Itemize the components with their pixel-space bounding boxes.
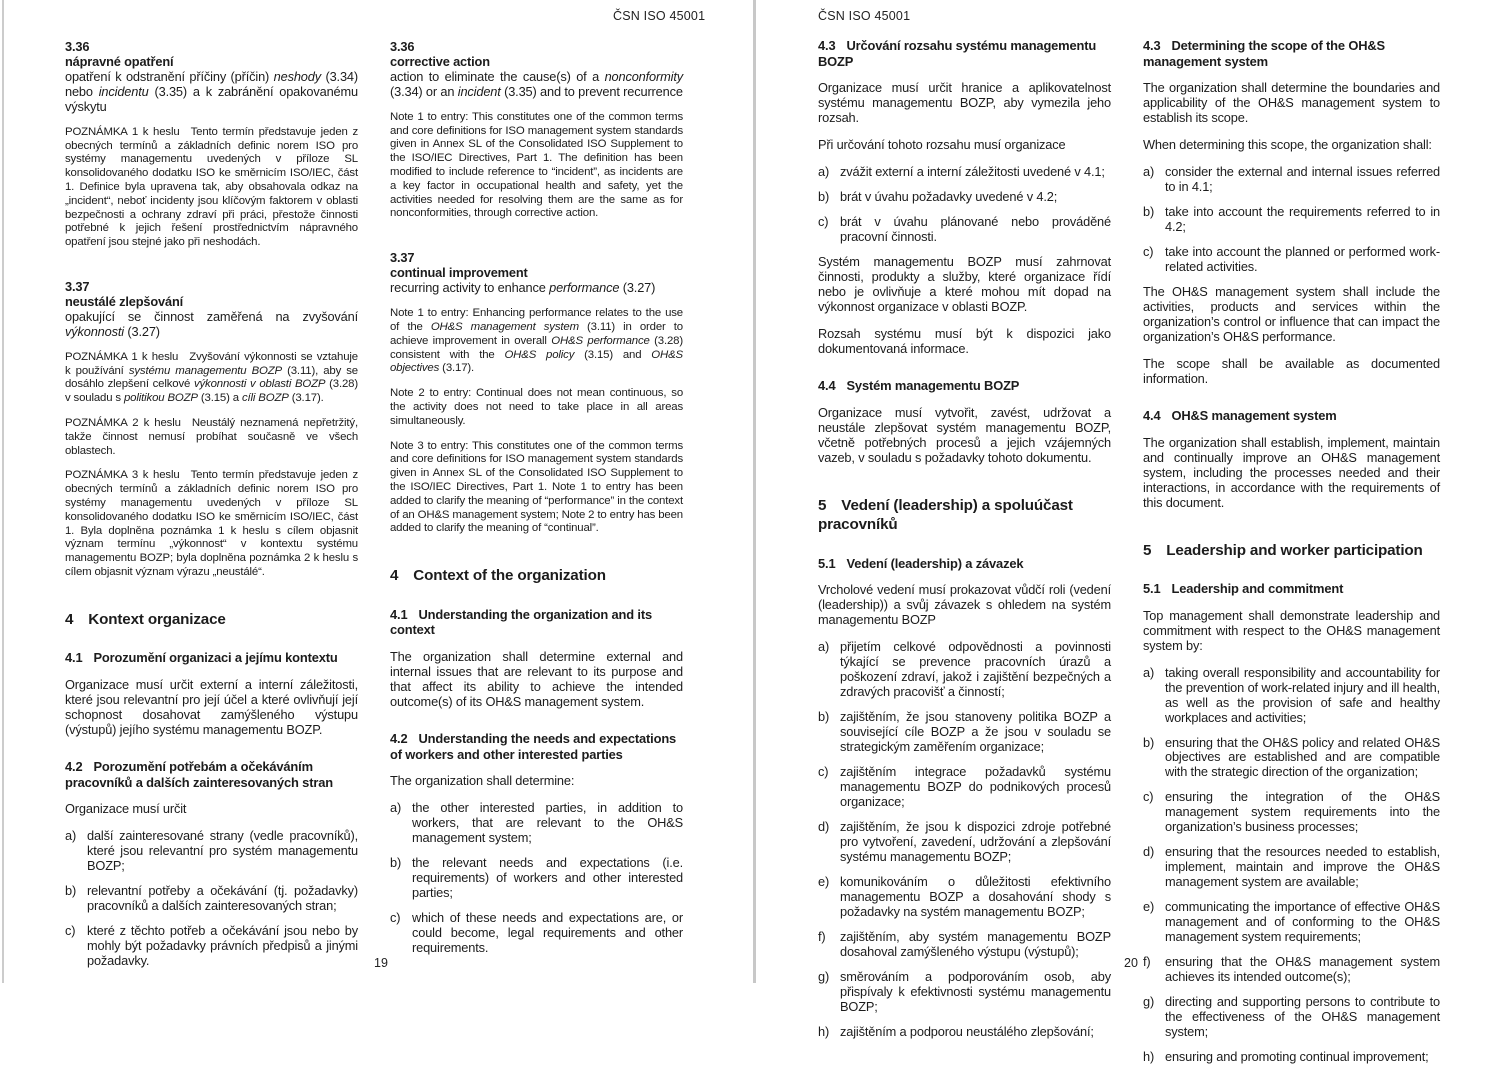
list-item bbox=[390, 856, 683, 901]
subsection-heading bbox=[1143, 581, 1440, 597]
list-item bbox=[1143, 165, 1440, 195]
heading-number: 4.1 bbox=[390, 606, 408, 622]
list-item-text: směrováním a podporováním osob, aby přispívaly k efektivnosti systému managementu BOZP; bbox=[840, 968, 1111, 1014]
list-item-label: h) bbox=[1143, 1048, 1155, 1064]
term-entry bbox=[390, 40, 683, 100]
list-item-text: brát v úvahu požadavky uvedené v 4.2; bbox=[840, 189, 1058, 205]
paragraph: When determining this scope, the organization shall: bbox=[1143, 137, 1432, 153]
term-entry bbox=[390, 251, 683, 296]
term-definition: opatření k odstranění příčiny (příčin) neshody (3.34) nebo incidentu (3.35) a k zabránění opakovanému výskytu bbox=[65, 68, 358, 114]
term-note: POZNÁMKA 1 k heslu Tento termín představuje jeden z obecných termínů a základních definic norem ISO pro systémy managementu uvedených v příloze SL konsolidovaného dodatku ISO ke směrnicím ISO/IEC, část 1. Definice byla upravena tak, aby obsahovala odkaz na „incident“, neboť incidenty jsou klíčovým faktorem v oblasti bezpečnosti a ochrany zdraví při práci, přestože činnosti potřebné k jejich řešení prostřednictvím nápravného opatření jsou stejné jako při neshodách. bbox=[65, 125, 358, 249]
heading-text: Vedení (leadership) a spoluúčast pracovníků bbox=[818, 496, 1073, 534]
paragraph: Při určování tohoto rozsahu musí organizace bbox=[818, 137, 1066, 153]
term-note: Note 2 to entry: Continual does not mean continuous, so the activity does not need to take place in all areas simultaneously. bbox=[390, 387, 683, 427]
heading-text: Určování rozsahu systému managementu BOZP bbox=[818, 38, 1097, 69]
subsection-heading bbox=[818, 378, 1111, 394]
heading-number: 5.1 bbox=[818, 555, 836, 571]
list-item-text: zajištěním, že jsou stanoveny politika BOZP a související cíle BOZP a že jsou v souladu se strategickým zaměřením organizace; bbox=[840, 709, 1111, 754]
heading-number: 4.3 bbox=[1143, 38, 1161, 53]
page19-english-column bbox=[390, 40, 683, 966]
list-item-label: a) bbox=[1143, 664, 1155, 680]
paragraph: Organizace musí určit hranice a aplikovatelnost systému managementu BOZP, aby vymezila jeho rozsah. bbox=[818, 80, 1111, 126]
heading-number: 4 bbox=[65, 610, 74, 628]
section-heading bbox=[65, 610, 358, 629]
list-item-text: které z těchto potřeb a očekávání jsou nebo by mohly být požadavky právních předpisů a jinými požadavky. bbox=[87, 923, 358, 969]
list-item bbox=[1143, 955, 1440, 985]
section-heading bbox=[1143, 541, 1440, 560]
list-item-label: a) bbox=[65, 828, 77, 844]
list-item bbox=[390, 911, 683, 956]
list-item bbox=[1143, 666, 1440, 726]
list-item-text: zajištěním a podporou neustálého zlepšování; bbox=[840, 1023, 1094, 1039]
heading-text: Vedení (leadership) a závazek bbox=[846, 555, 1024, 571]
list-item bbox=[1143, 995, 1440, 1040]
list-item-text: ensuring and promoting continual improvement; bbox=[1165, 1048, 1429, 1064]
list-item-text: zvážit externí a interní záležitosti uvedené v 4.1; bbox=[840, 164, 1105, 180]
list-item-text: zajištěním integrace požadavků systému managementu BOZP do podnikových procesů organizace; bbox=[840, 763, 1111, 809]
page-number-19: 19 bbox=[374, 956, 388, 970]
page19-czech-column bbox=[65, 40, 358, 979]
list-item bbox=[818, 710, 1111, 755]
list-item bbox=[818, 820, 1111, 865]
list-item bbox=[1143, 205, 1440, 235]
term-number: 3.37 bbox=[390, 250, 415, 266]
heading-text: Porozumění potřebám a očekáváním pracovníků a dalších zainteresovaných stran bbox=[65, 758, 333, 790]
list-item-label: h) bbox=[818, 1023, 830, 1039]
list-item-text: consider the external and internal issues referred to in 4.1; bbox=[1165, 164, 1440, 195]
list-item bbox=[65, 924, 358, 969]
list-item-label: b) bbox=[65, 883, 77, 899]
list-item-label: a) bbox=[818, 639, 830, 655]
term-definition: action to eliminate the cause(s) of a nonconformity (3.34) or an incident (3.35) and to prevent recurrence bbox=[390, 68, 683, 99]
subsection-heading bbox=[1143, 38, 1440, 69]
heading-text: Context of the organization bbox=[413, 567, 606, 585]
running-header-right: ČSN ISO 45001 bbox=[818, 9, 911, 23]
list-item bbox=[818, 875, 1111, 920]
list-item-label: g) bbox=[1143, 994, 1155, 1010]
term-number: 3.37 bbox=[65, 279, 90, 295]
list-item-text: the relevant needs and expectations (i.e. requirements) of workers and other interested parties; bbox=[412, 855, 683, 901]
paragraph: Systém managementu BOZP musí zahrnovat činnosti, produkty a služby, které organizace řídí nebo je ovlivňuje a které mohou mít dopad na výkonnost organizace v oblasti BOZP. bbox=[818, 254, 1111, 315]
list-item bbox=[818, 640, 1111, 700]
term-title: corrective action bbox=[390, 53, 490, 69]
list-item-text: přijetím celkové odpovědnosti a povinnosti týkající se prevence pracovních úrazů a poškození zdraví, jakož i zajištění bezpečných a zdravých pracovišť a činností; bbox=[840, 639, 1111, 700]
list-item-text: zajištěním, že jsou k dispozici zdroje potřebné pro vytvoření, zavedení, udržování a zlepšování systému managementu BOZP; bbox=[840, 818, 1111, 864]
subsection-heading bbox=[65, 650, 358, 666]
list-item-text: directing and supporting persons to contribute to the effectiveness of the OH&S management system; bbox=[1165, 994, 1440, 1040]
subsection-heading bbox=[390, 731, 683, 762]
list-item-text: zajištěním, aby systém managementu BOZP dosahoval zamýšleného výstupu (výstupů); bbox=[840, 928, 1111, 959]
list-item bbox=[1143, 790, 1440, 835]
list-item-label: b) bbox=[818, 709, 830, 725]
heading-text: Leadership and commitment bbox=[1171, 581, 1344, 596]
heading-number: 5 bbox=[818, 496, 827, 514]
list-item-text: take into account the requirements referred to in 4.2; bbox=[1165, 204, 1440, 235]
list-item-label: d) bbox=[1143, 844, 1155, 860]
subsection-heading bbox=[390, 607, 683, 638]
heading-number: 5.1 bbox=[1143, 581, 1161, 596]
list-item bbox=[1143, 245, 1440, 275]
term-title: neustálé zlepšování bbox=[65, 293, 184, 309]
heading-text: Porozumění organizaci a jejímu kontextu bbox=[93, 650, 338, 666]
list-item-label: g) bbox=[818, 968, 830, 984]
heading-number: 4.4 bbox=[1143, 407, 1161, 423]
list-item-label: f) bbox=[1143, 954, 1151, 970]
paragraph: Organizace musí určit bbox=[65, 801, 187, 817]
term-definition: opakující se činnost zaměřená na zvyšování výkonnosti (3.27) bbox=[65, 308, 358, 339]
term-note: POZNÁMKA 1 k heslu Zvyšování výkonnosti se vztahuje k používání systému managementu BOZP (3.11), aby se dosáhlo zlepšení celkové výkonnosti v oblasti BOZP (3.28) v souladu s politikou BOZP (3.15) a cíli BOZP (3.17). bbox=[65, 350, 358, 405]
list-item bbox=[1143, 736, 1440, 781]
list-item-text: relevantní potřeby a očekávání (tj. požadavky) pracovníků a dalších zainteresovaných stran; bbox=[87, 883, 358, 914]
list-item-label: c) bbox=[818, 763, 829, 779]
list-item-text: komunikováním o důležitosti efektivního managementu BOZP a dosahování shody s požadavky na systém managementu BOZP; bbox=[840, 873, 1111, 919]
list-item-label: b) bbox=[390, 855, 402, 871]
list-item-text: brát v úvahu plánované nebo prováděné pracovní činnosti. bbox=[840, 214, 1111, 245]
paragraph: Vrcholové vedení musí prokazovat vůdčí roli (vedení (leadership)) a svůj závazek s ohledem na systém managementu BOZP bbox=[818, 582, 1111, 628]
list-item bbox=[818, 1025, 1111, 1040]
list-item-label: a) bbox=[1143, 164, 1155, 180]
term-note: POZNÁMKA 3 k heslu Tento termín představuje jeden z obecných termínů a základních definic norem ISO pro systémy managementu uvedených v příloze SL konsolidovaného dodatku ISO ke směrnicím ISO/IEC, část 1. Byla doplněna poznámka 1 k heslu s cílem objasnit význam termínu „výkonnost“ v kontextu systému managementu BOZP; byla doplněna poznámka 2 k heslu s cílem objasnit význam výrazu „neustálé“. bbox=[65, 469, 358, 579]
list-item-text: which of these needs and expectations are, or could become, legal requirements and other requirements. bbox=[412, 910, 683, 956]
list-item-text: další zainteresované strany (vedle pracovníků), které jsou relevantní pro systém managementu BOZP; bbox=[87, 828, 358, 874]
heading-number: 4 bbox=[390, 567, 399, 585]
list-item bbox=[818, 165, 1111, 180]
term-definition: recurring activity to enhance performance (3.27) bbox=[390, 280, 656, 296]
list-item bbox=[1143, 1050, 1440, 1065]
heading-number: 4.1 bbox=[65, 650, 83, 666]
list-item bbox=[818, 190, 1111, 205]
page-number-20: 20 bbox=[1124, 956, 1138, 970]
list-item bbox=[65, 829, 358, 874]
list-item-text: communicating the importance of effective OH&S management and of conforming to the OH&S management system requirements; bbox=[1165, 899, 1440, 945]
list-item-text: ensuring that the resources needed to establish, implement, maintain and improve the OH&S management system are available; bbox=[1165, 844, 1440, 890]
heading-text: Kontext organizace bbox=[88, 610, 226, 628]
heading-text: Understanding the needs and expectations of workers and other interested parties bbox=[390, 730, 677, 762]
heading-text: Systém managementu BOZP bbox=[846, 378, 1020, 394]
paragraph: Rozsah systému musí být k dispozici jako dokumentovaná informace. bbox=[818, 326, 1111, 357]
list-item bbox=[818, 765, 1111, 810]
paragraph: The organization shall determine: bbox=[390, 773, 575, 789]
term-entry bbox=[65, 40, 358, 115]
list-item-label: d) bbox=[818, 818, 830, 834]
paragraph: Organizace musí určit externí a interní záležitosti, které jsou relevantní pro její účel a které ovlivňují její schopnost dosahovat zamýšleného výstupu (výstupů) jejího systému managementu BOZP. bbox=[65, 677, 358, 737]
paragraph: The organization shall determine external and internal issues that are relevant to its purpose and that affect its ability to achieve the intended outcome(s) of its OH&S management system. bbox=[390, 649, 683, 709]
list-item bbox=[818, 215, 1111, 245]
list-item-label: e) bbox=[818, 873, 830, 889]
subsection-heading bbox=[818, 556, 1111, 572]
list-item-text: ensuring that the OH&S policy and related OH&S objectives are established and are compatible with the strategic direction of the organization; bbox=[1165, 734, 1440, 780]
heading-number: 4.4 bbox=[818, 378, 836, 394]
list-item-label: e) bbox=[1143, 899, 1155, 915]
running-header-left: ČSN ISO 45001 bbox=[613, 9, 706, 23]
page20-czech-column bbox=[818, 38, 1111, 1050]
term-number: 3.36 bbox=[390, 39, 415, 54]
list-item bbox=[818, 970, 1111, 1015]
section-heading bbox=[818, 496, 1111, 535]
paragraph: The scope shall be available as documented information. bbox=[1143, 356, 1440, 386]
term-title: nápravné opatření bbox=[65, 53, 174, 69]
paragraph: The organization shall establish, implement, maintain and continually improve an OH&S management system, including the processes needed and their interactions, in accordance with the requirements of this document. bbox=[1143, 434, 1440, 510]
page-left-edge bbox=[2, 0, 4, 983]
subsection-heading bbox=[818, 38, 1111, 69]
term-entry bbox=[65, 280, 358, 340]
term-title: continual improvement bbox=[390, 265, 528, 281]
subsection-heading bbox=[1143, 408, 1440, 424]
list-item bbox=[818, 930, 1111, 960]
heading-number: 4.3 bbox=[818, 38, 836, 53]
paragraph: The organization shall determine the boundaries and applicability of the OH&S management system to establish its scope. bbox=[1143, 80, 1440, 126]
list-item-label: a) bbox=[390, 800, 402, 816]
list-item-text: ensuring that the OH&S management system achieves its intended outcome(s); bbox=[1165, 954, 1440, 985]
list-item-label: a) bbox=[818, 164, 830, 180]
heading-text: Leadership and worker participation bbox=[1166, 541, 1423, 559]
list-item-label: c) bbox=[65, 923, 76, 939]
list-item bbox=[1143, 900, 1440, 945]
list-item bbox=[65, 884, 358, 914]
heading-number: 4.2 bbox=[65, 758, 83, 774]
list-item-label: b) bbox=[818, 189, 830, 205]
term-note: Note 1 to entry: Enhancing performance relates to the use of the OH&S management system (3.11) in order to achieve improvement in overall OH&S performance (3.28) consistent with the OH&S policy (3.15) and OH&S objectives (3.17). bbox=[390, 307, 684, 375]
list-item-label: b) bbox=[1143, 734, 1155, 750]
term-note: Note 1 to entry: This constitutes one of the common terms and core definitions for ISO management system standards given in Annex SL of the Consolidated ISO Supplement to the ISO/IEC Directives, Part 1. The definition has been modified to include reference to “incident”, as incidents are a key factor in occupational health and safety, yet the activities needed for resolving them are the same as for nonconformities, through corrective action. bbox=[390, 110, 683, 220]
list-item-text: take into account the planned or performed work-related activities. bbox=[1165, 244, 1440, 275]
list-item bbox=[1143, 845, 1440, 890]
list-item-label: c) bbox=[818, 214, 829, 230]
term-note: POZNÁMKA 2 k heslu Neustálý neznamená nepřetržitý, takže činnost nemusí probíhat současně ve všech oblastech. bbox=[65, 417, 358, 457]
list-item bbox=[390, 801, 683, 846]
list-item-text: taking overall responsibility and accountability for the prevention of work-related injury and ill health, as well as the provision of safe and healthy workplaces and activities; bbox=[1165, 664, 1440, 725]
term-number: 3.36 bbox=[65, 39, 90, 54]
subsection-heading bbox=[65, 759, 358, 790]
page20-english-column bbox=[1143, 38, 1440, 1075]
list-item-label: f) bbox=[818, 928, 826, 944]
heading-number: 4.2 bbox=[390, 730, 408, 746]
list-item-label: c) bbox=[1143, 244, 1154, 260]
paragraph: Top management shall demonstrate leadership and commitment with respect to the OH&S management system by: bbox=[1143, 607, 1440, 653]
paragraph: The OH&S management system shall include the activities, products and services within the organization’s control or influence that can impact the organization’s OH&S performance. bbox=[1143, 284, 1440, 345]
heading-text: Understanding the organization and its context bbox=[390, 606, 652, 638]
list-item-text: the other interested parties, in addition to workers, that are relevant to the OH&S management system; bbox=[412, 800, 683, 846]
paragraph: Organizace musí vytvořit, zavést, udržovat a neustále zlepšovat systém managementu BOZP, včetně potřebných procesů a jejich vzájemných vazeb, v souladu s požadavky tohoto dokumentu. bbox=[818, 404, 1111, 465]
page-gutter-divider bbox=[753, 0, 756, 983]
section-heading bbox=[390, 566, 683, 585]
heading-number: 5 bbox=[1143, 541, 1152, 559]
list-item-label: b) bbox=[1143, 204, 1155, 220]
list-item-label: c) bbox=[390, 910, 401, 926]
heading-text: Determining the scope of the OH&S management system bbox=[1143, 38, 1385, 69]
term-note: Note 3 to entry: This constitutes one of the common terms and core definitions for ISO management system standards given in Annex SL of the Consolidated ISO Supplement to the ISO/IEC Directives, Part 1. Note 1 to entry has been added to clarify the meaning of “performance” in the context of an OH&S management system; Note 2 to entry has been added to clarify the meaning of “continual”. bbox=[390, 439, 683, 535]
heading-text: OH&S management system bbox=[1171, 407, 1337, 423]
list-item-label: c) bbox=[1143, 789, 1154, 805]
list-item-text: ensuring the integration of the OH&S management system requirements into the organization’s business processes; bbox=[1165, 789, 1440, 835]
